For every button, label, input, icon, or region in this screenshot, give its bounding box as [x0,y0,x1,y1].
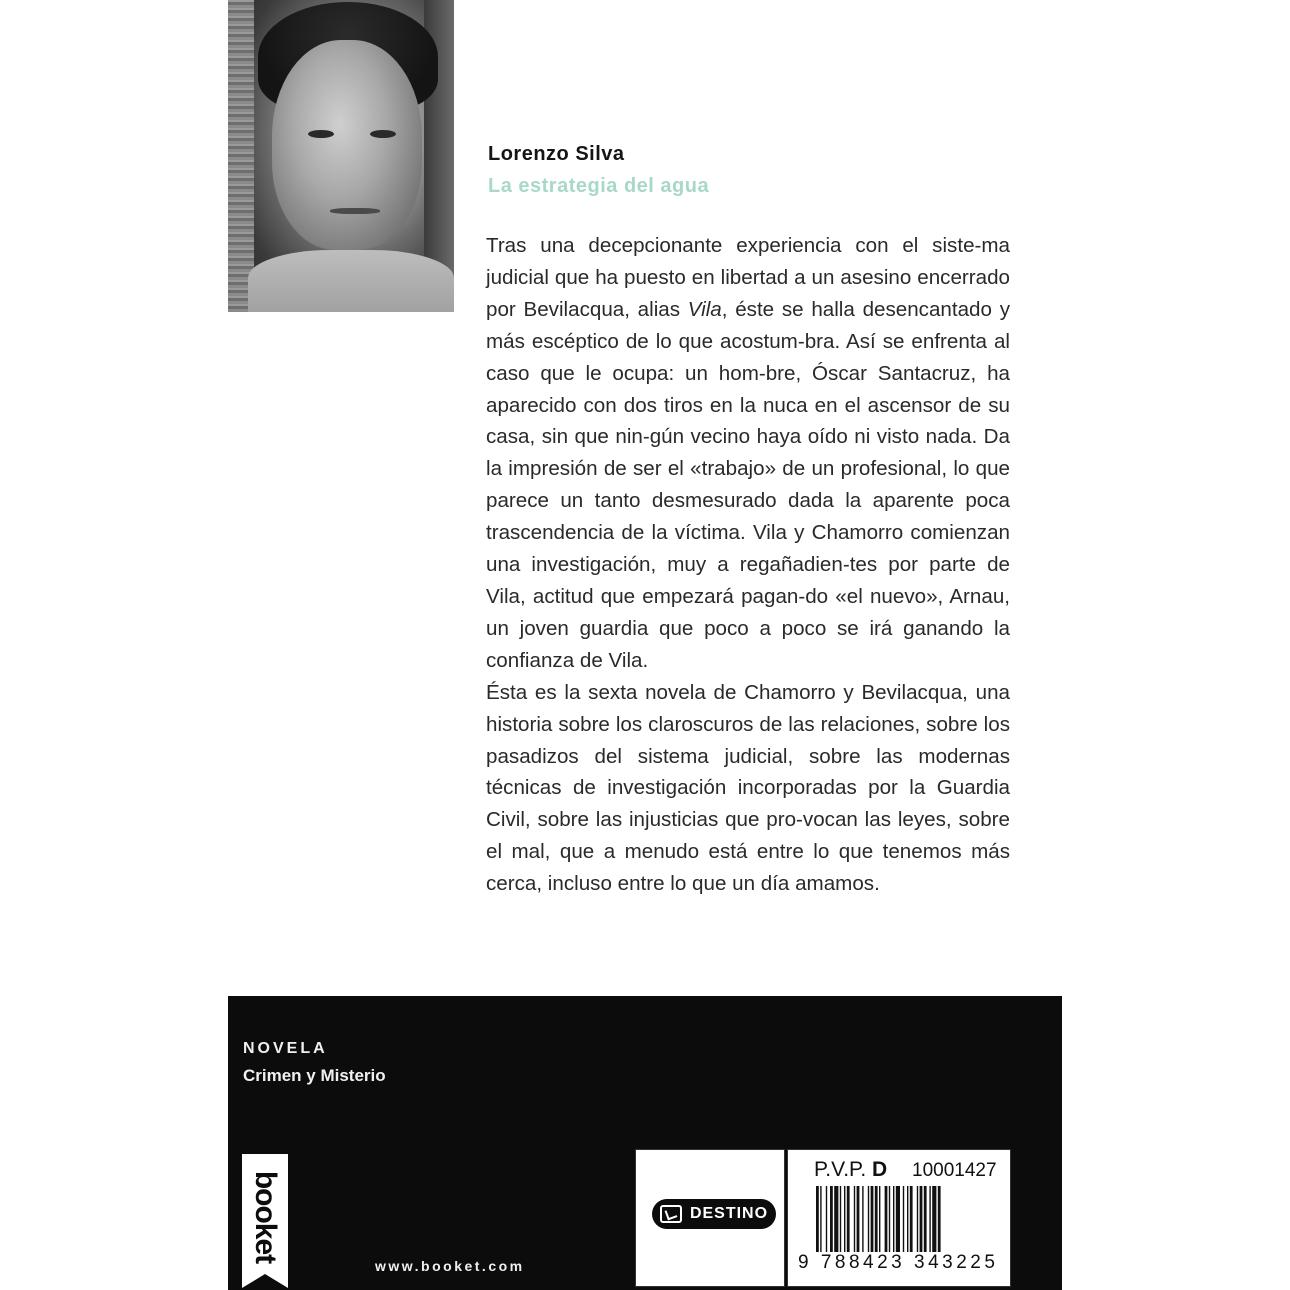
price-label: P.V.P. D [814,1158,888,1181]
synopsis-paragraph-2: Ésta es la sexta novela de Chamorro y Bevilacqua, una historia sobre los claroscuros de las relaciones, sobre los pasadizos del sistema judicial, sobre las modernas técnicas de investigación incorporadas por la Guardia Civil, sobre las injusticias que pro-vocan las leyes, sobre el mal, que a menudo está entre lo que tenemos más cerca, incluso entre lo que un día amamos. [486,680,1010,896]
author-photo [228,0,454,312]
book-title: La estrategia del agua [488,175,710,197]
website-url[interactable]: www.booket.com [375,1258,525,1274]
subgenre-label: Crimen y Misterio [243,1066,386,1085]
destino-mark-icon [660,1205,682,1223]
destino-logo [652,1199,776,1229]
price-box [787,1149,1011,1287]
publisher-name: DESTINO [689,1205,769,1222]
author-name: Lorenzo Silva [488,143,625,165]
synopsis-paragraph-1: Tras una decepcionante experiencia con el siste-ma judicial que ha puesto en libertad a un asesino encerrado por Bevilacqua, alias Vila, éste se halla desencantado y más escéptico de lo que acostum-bra. Así se enfrenta al caso que le ocupa: un hom-bre, Óscar Santacruz, ha aparecido con dos tiros en la nuca en el ascensor de su casa, sin que nin-gún vecino haya oído ni visto nada. Da la impresión de ser el «trabajo» de un profesional, lo que parece un tanto desmesurado dada la aparente poca trascendencia de la víctima. Vila y Chamorro comienzan una investigación, muy a regañadien-tes por parte de Vila, actitud que empezará pagan-do «el nuevo», Arnau, un joven guardia que poco a poco se irá ganando la confianza de Vila. [486,234,1010,672]
genre-label: NOVELA [243,1040,328,1057]
isbn-number: 9 788423 343225 [798,1252,999,1273]
synopsis [486,230,1010,900]
publisher-box [635,1149,785,1287]
booket-logo [242,1154,288,1290]
footer-band [228,996,1062,1290]
product-code: 10001427 [912,1160,997,1181]
back-cover [228,0,1062,1290]
barcode [816,1186,1002,1252]
price-code: D [872,1158,888,1181]
booket-logo-text: booket [249,1170,282,1264]
